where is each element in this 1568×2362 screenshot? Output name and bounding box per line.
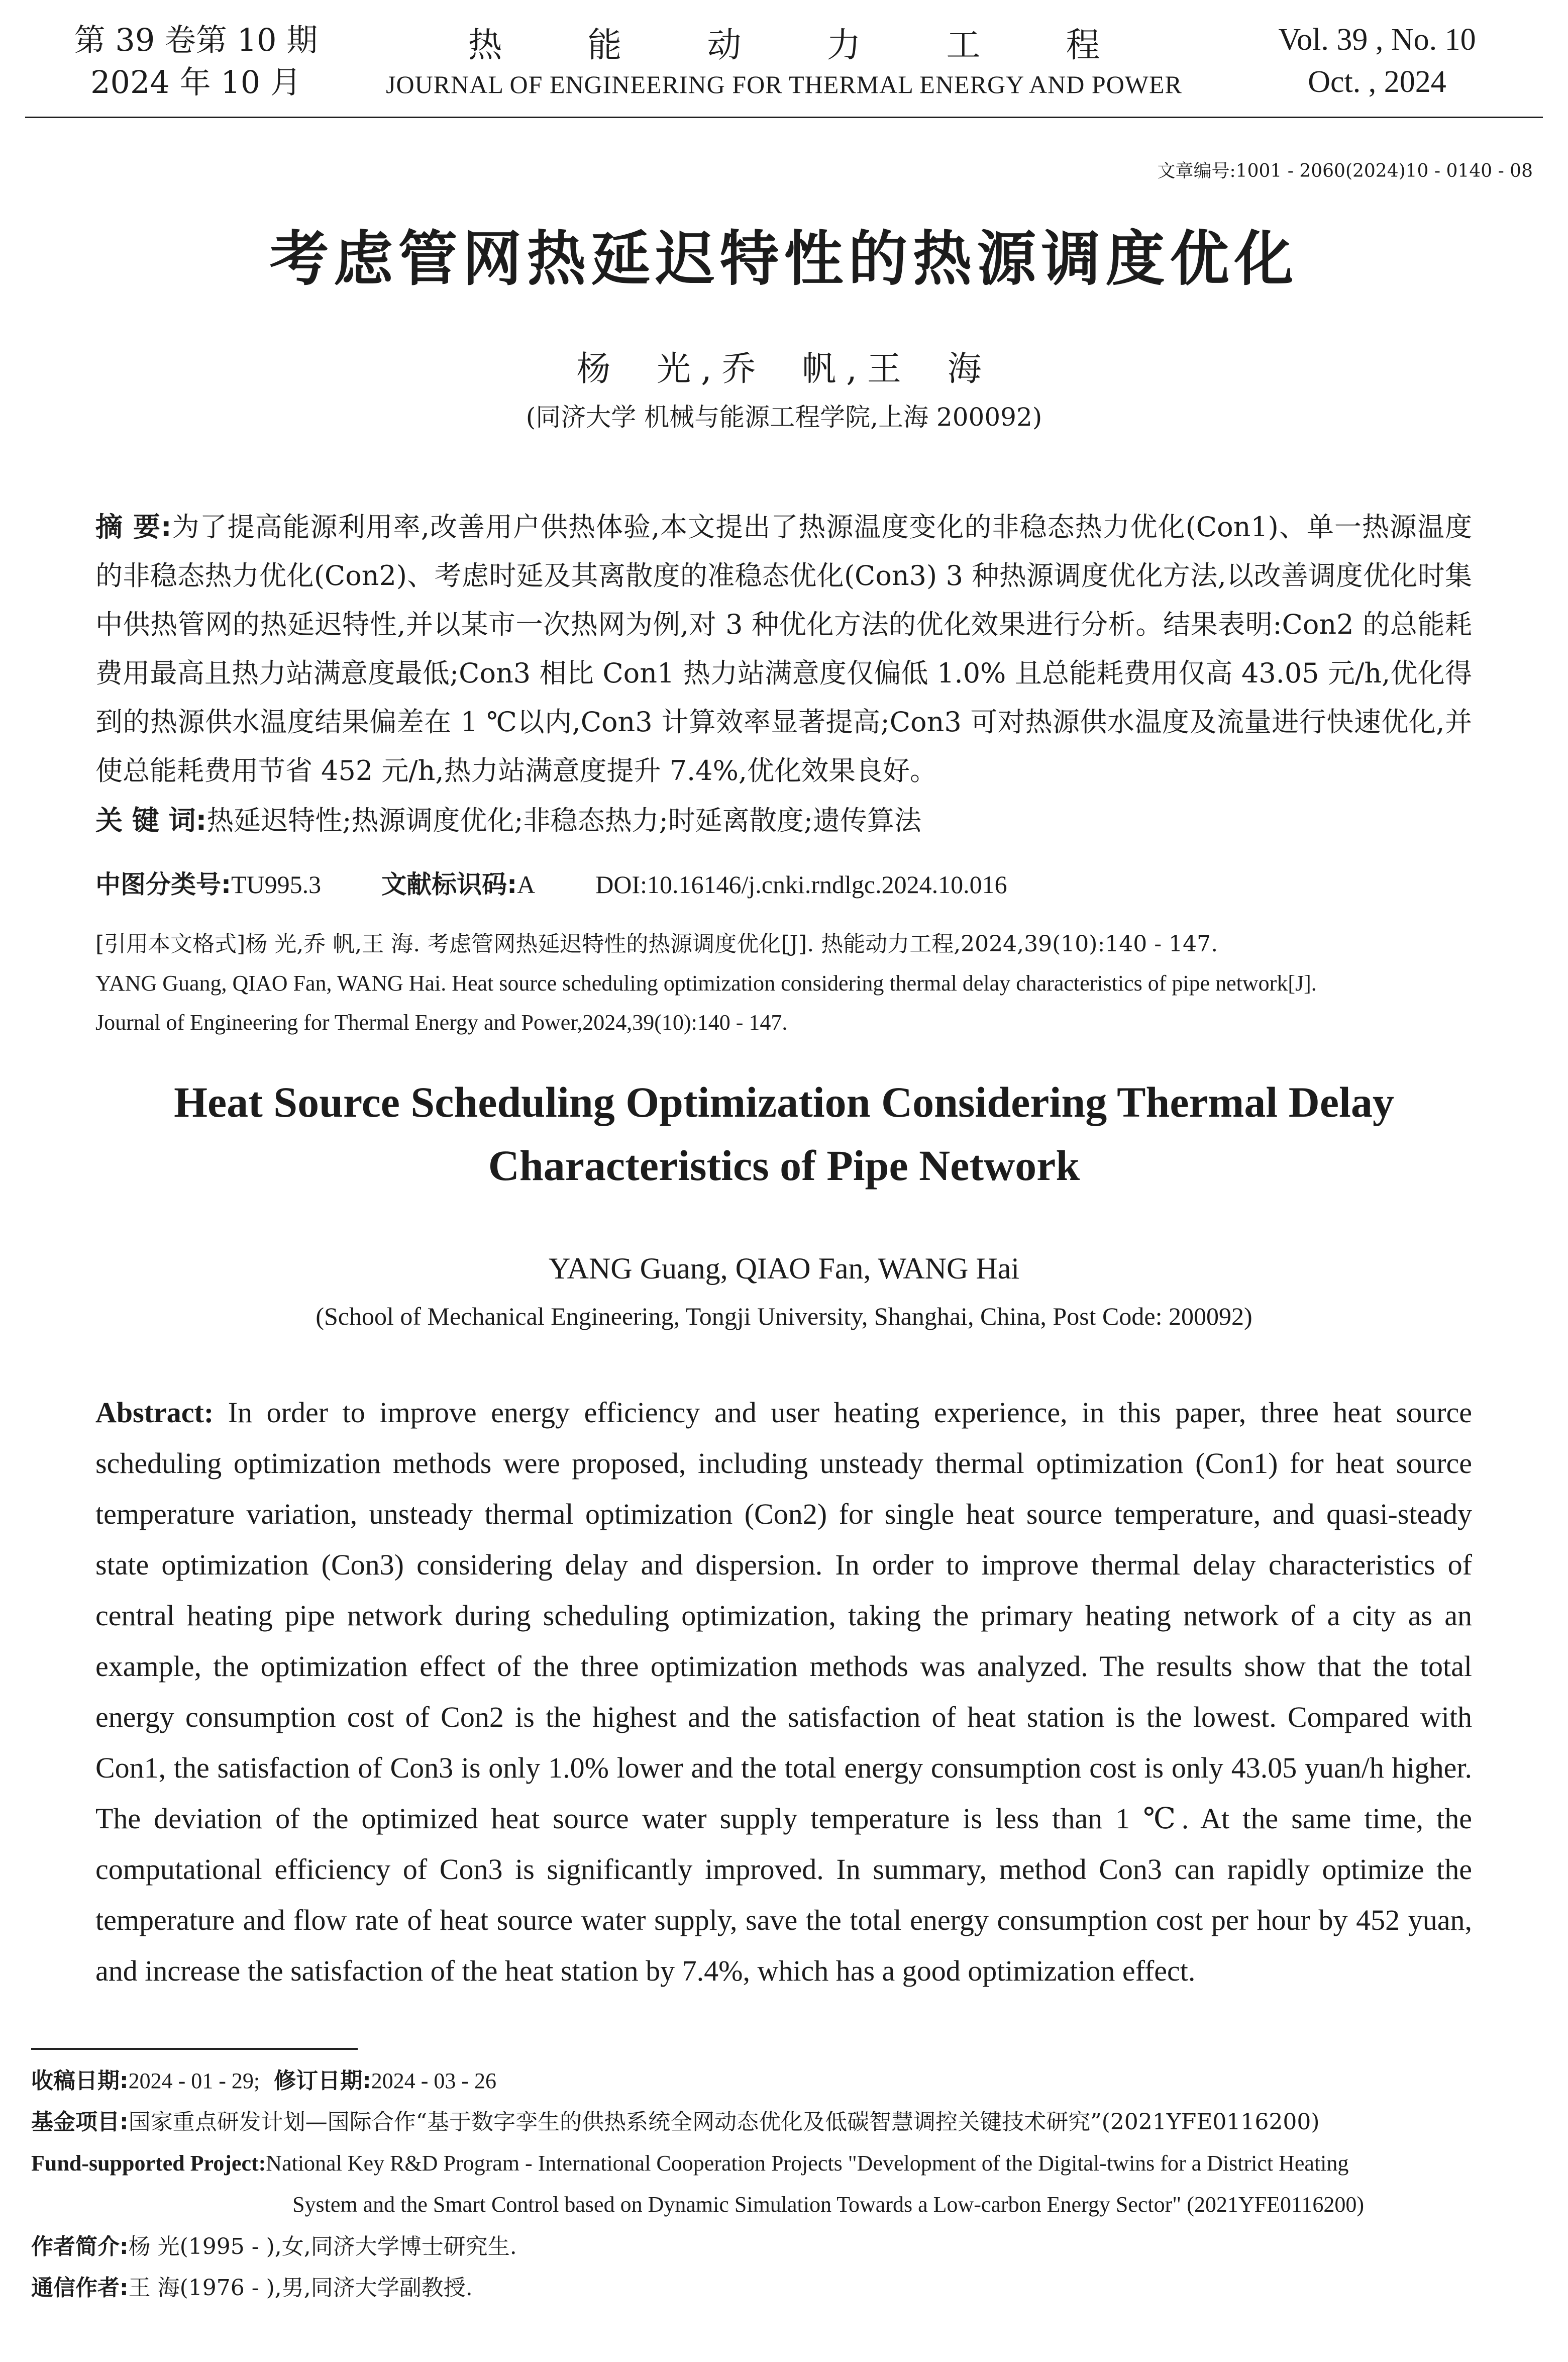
journal-name-cn: 热能动力工程	[468, 26, 1186, 65]
affiliation-cn: (同济大学 机械与能源工程学院,上海 200092)	[526, 403, 1042, 432]
title-en-line2: Characteristics of Pipe Network	[488, 1141, 1080, 1190]
footnote-fund-en	[31, 2143, 1483, 2225]
corr-label: 通信作者:	[31, 2275, 129, 2301]
cite-cn: 杨 光,乔 帆,王 海. 考虑管网热延迟特性的热源调度优化[J]. 热能动力工程,2024,39(10):140 - 147.	[245, 931, 1218, 957]
volume-en: Vol. 39 , No. 10	[1278, 23, 1476, 57]
abstract-en-label: Abstract:	[95, 1396, 214, 1429]
title-en	[0, 1070, 1568, 1197]
abstract-cn-text: 为了提高能源利用率,改善用户供热体验,本文提出了热源温度变化的非稳态热力优化(Con1)、单一热源温度的非稳态热力优化(Con2)、考虑时延及其离散度的准稳态优化(Con3) 3 种热源调度优化方法,以改善调度优化时集中供热管网的热延迟特性,并以某市一次热网为例,对 3 种优化方法的优化效果进行分析。结果表明:Con2 的总能耗费用最高且热力站满意度最低;Con3 相比 Con1 热力站满意度仅偏低 1.0% 且总能耗费用仅高 43.05 元/h,优化得到的热源供水温度结果偏差在 1 ℃以内,Con3 计算效率显著提高;Con3 可对热源供水温度及流量进行快速优化,并使总能耗费用节省 452 元/h,热力站满意度提升 7.4%,优化效果良好。	[95, 511, 1472, 786]
citation-block	[95, 925, 1472, 1042]
fund-en-line2: System and the Smart Control based on Dynamic Simulation Towards a Low-carbon Energy Sector" (2021YFE0116200)	[292, 2192, 1365, 2217]
fund-label: 基金项目:	[31, 2109, 129, 2135]
header-rule	[25, 117, 1543, 118]
keywords-text: 热延迟特性;热源调度优化;非稳态热力;时延离散度;遗传算法	[206, 805, 921, 836]
abstract-en	[95, 1387, 1472, 1996]
date-cn: 2024 年 10 月	[90, 63, 301, 101]
abstract-cn	[95, 503, 1472, 795]
footnote-corresponding	[31, 2268, 1483, 2309]
corr-text: 王 海(1976 - ),男,同济大学副教授.	[128, 2275, 473, 2301]
class-value: TU995.3	[231, 870, 322, 899]
classification-line	[95, 864, 1472, 901]
affiliation-en: (School of Mechanical Engineering, Tongji University, Shanghai, China, Post Code: 200092)	[316, 1302, 1252, 1330]
fund-text: 国家重点研发计划—国际合作“基于数字孪生的供热系统全网动态优化及低碳智慧调控关键技术研究”(2021YFE0116200)	[128, 2109, 1320, 2135]
date-en: Oct. , 2024	[1308, 64, 1446, 99]
abstract-en-text: In order to improve energy efficiency and user heating experience, in this paper, three heat source scheduling optimization methods were proposed, including unsteady thermal optimization (Con1) for heat source temperature variation, unsteady thermal optimization (Con2) for single heat source temperature, and quasi-steady state optimization (Con3) considering delay and dispersion. In order to improve thermal delay characteristics of central heating pipe network during scheduling optimization, taking the primary heating network of a city as an example, the optimization effect of the three optimization methods was analyzed. The results show that the total energy consumption cost of Con2 is the highest and the satisfaction of heat station is the lowest. Compared with Con1, the satisfaction of Con3 is only 1.0% lower and the total energy consumption cost is only 43.05 yuan/h higher. The deviation of the optimized heat source water supply temperature is less than 1 ℃. At the same time, the computational efficiency of Con3 is significantly improved. In summary, method Con3 can rapidly optimize the temperature and flow rate of heat source water supply, save the total energy consumption cost per hour by 452 yuan, and increase the satisfaction of the heat station by 7.4%, which has a good optimization effect.	[95, 1396, 1472, 1987]
class-label: 中图分类号:	[95, 870, 231, 899]
title-cn: 考虑管网热延迟特性的热源调度优化	[269, 224, 1299, 293]
footnote-author	[31, 2226, 1483, 2268]
footnote-fund	[31, 2102, 1483, 2143]
journal-name-en: JOURNAL OF ENGINEERING FOR THERMAL ENERGY AND POWER	[386, 70, 1182, 99]
authors-en: YANG Guang, QIAO Fan, WANG Hai	[548, 1252, 1020, 1285]
revised-label: 修订日期:	[274, 2068, 371, 2094]
authors-cn: 杨 光,乔 帆,王 海	[576, 349, 992, 389]
journal-name	[327, 18, 1241, 99]
fund-en-label: Fund-supported Project:	[31, 2151, 266, 2176]
received-label: 收稿日期:	[31, 2068, 129, 2094]
footnote-rule	[31, 2048, 358, 2050]
keywords-cn	[95, 799, 1472, 838]
cite-en-1: YANG Guang, QIAO Fan, WANG Hai. Heat source scheduling optimization considering thermal delay characteristics of pipe network[J].	[95, 971, 1317, 996]
doc-code-value: A	[517, 870, 536, 899]
received-date: 2024 - 01 - 29;	[128, 2069, 260, 2093]
abstract-cn-label: 摘 要:	[95, 511, 172, 543]
fund-en-line1: National Key R&D Program - International Cooperation Projects "Development of the Digital-twins for a District Heating	[266, 2151, 1349, 2176]
doc-code-label: 文献标识码:	[381, 870, 517, 899]
cite-en-2: Journal of Engineering for Thermal Energy and Power,2024,39(10):140 - 147.	[95, 1010, 788, 1035]
title-en-line1: Heat Source Scheduling Optimization Considering Thermal Delay	[174, 1078, 1394, 1126]
article-number: 文章编号:1001 - 2060(2024)10 - 0140 - 08	[1157, 161, 1533, 181]
cite-label: [引用本文格式]	[95, 931, 246, 957]
revised-date: 2024 - 03 - 26	[371, 2069, 497, 2093]
footnote-dates	[31, 2060, 1483, 2102]
journal-issue-en	[1251, 19, 1503, 103]
keywords-label: 关 键 词:	[95, 805, 207, 836]
doi: DOI:10.16146/j.cnki.rndlgc.2024.10.016	[595, 870, 1007, 899]
journal-issue-cn	[65, 19, 327, 103]
author-text: 杨 光(1995 - ),女,同济大学博士研究生.	[128, 2234, 517, 2259]
author-label: 作者简介:	[31, 2234, 129, 2259]
volume-cn: 第 39 卷第 10 期	[74, 22, 318, 58]
